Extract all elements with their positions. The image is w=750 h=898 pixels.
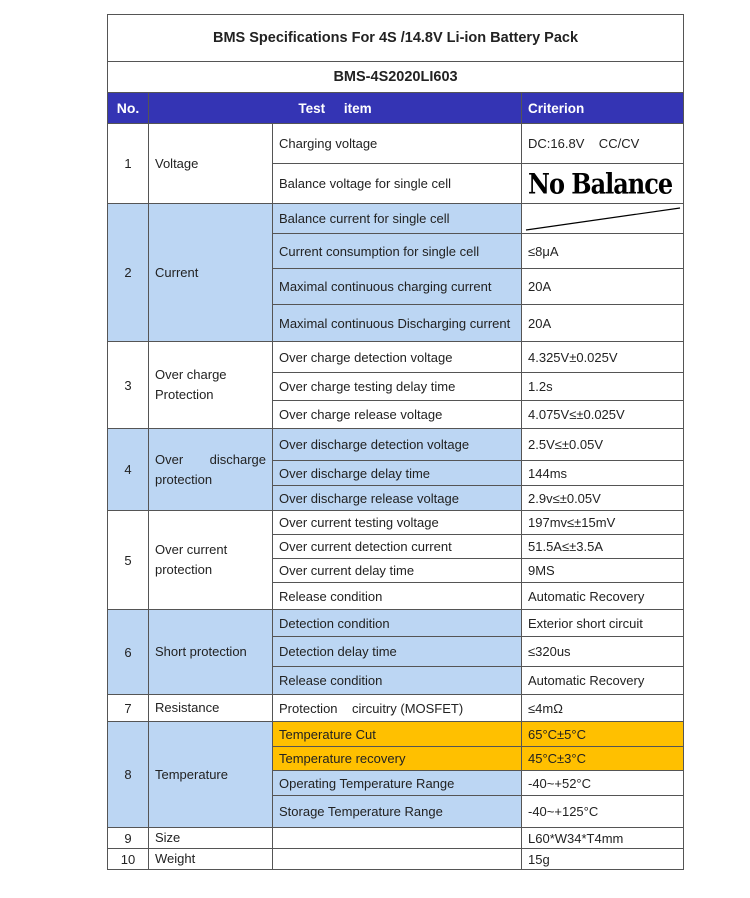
group-category	[149, 429, 273, 511]
group-category: Current	[149, 204, 273, 342]
column-header-criterion: Criterion	[522, 93, 684, 124]
group-number: 1	[108, 124, 149, 204]
model-number: BMS-4S2020LI603	[108, 62, 684, 93]
criterion-value: DC:16.8V CC/CV	[522, 124, 684, 164]
test-item: Balance voltage for single cell	[273, 164, 522, 204]
criterion-value: 2.9v≤±0.05V	[522, 486, 684, 511]
test-item	[273, 849, 522, 870]
test-item: Balance current for single cell	[273, 204, 522, 234]
document-title: BMS Specifications For 4S /14.8V Li-ion Battery Pack	[108, 15, 684, 62]
criterion-value: 20A	[522, 305, 684, 342]
table-header	[108, 93, 684, 124]
category-label: Over discharge protection	[155, 451, 266, 487]
table-row	[108, 511, 684, 535]
group-number: 9	[108, 828, 149, 849]
group-category: Resistance	[149, 695, 273, 722]
criterion-value: 45°C±3°C	[522, 747, 684, 771]
group-number: 2	[108, 204, 149, 342]
test-item: Protection circuitry (MOSFET)	[273, 695, 522, 722]
test-item: Over current delay time	[273, 559, 522, 583]
test-item: Detection condition	[273, 610, 522, 637]
criterion-value: 9MS	[522, 559, 684, 583]
table-row	[108, 695, 684, 722]
criterion-value: -40~+52°C	[522, 771, 684, 796]
group-category: Short protection	[149, 610, 273, 695]
table-row	[108, 342, 684, 373]
group-category: Over current protection	[149, 511, 273, 610]
test-item: Over current detection current	[273, 535, 522, 559]
test-item: Release condition	[273, 667, 522, 695]
criterion-value: 4.075V≤±0.025V	[522, 401, 684, 429]
table-row	[108, 722, 684, 747]
criterion-value: 4.325V±0.025V	[522, 342, 684, 373]
test-item: Charging voltage	[273, 124, 522, 164]
criterion-value: Automatic Recovery	[522, 583, 684, 610]
group-number: 5	[108, 511, 149, 610]
test-item: Storage Temperature Range	[273, 796, 522, 828]
group-category: Size	[149, 828, 273, 849]
criterion-value: -40~+125°C	[522, 796, 684, 828]
table-row	[108, 610, 684, 637]
criterion-value: 65°C±5°C	[522, 722, 684, 747]
test-item: Maximal continuous Discharging current	[273, 305, 522, 342]
group-category: Temperature	[149, 722, 273, 828]
criterion-value: 144ms	[522, 461, 684, 486]
test-item: Over discharge release voltage	[273, 486, 522, 511]
criterion-value	[522, 204, 684, 234]
criterion-value: ≤8μA	[522, 234, 684, 269]
group-number: 3	[108, 342, 149, 429]
criterion-value: 15g	[522, 849, 684, 870]
test-item: Over discharge detection voltage	[273, 429, 522, 461]
spec-table	[107, 14, 684, 870]
table-row	[108, 429, 684, 461]
test-item: Release condition	[273, 583, 522, 610]
criterion-value: 2.5V≤±0.05V	[522, 429, 684, 461]
diagonal-line-icon	[522, 204, 684, 234]
group-number: 8	[108, 722, 149, 828]
criterion-value: 51.5A≤±3.5A	[522, 535, 684, 559]
criterion-value	[522, 164, 684, 204]
criterion-value: Automatic Recovery	[522, 667, 684, 695]
group-number: 10	[108, 849, 149, 870]
column-header-no: No.	[108, 93, 149, 124]
group-number: 7	[108, 695, 149, 722]
group-number: 4	[108, 429, 149, 511]
test-item: Temperature Cut	[273, 722, 522, 747]
test-item: Operating Temperature Range	[273, 771, 522, 796]
table-row	[108, 124, 684, 164]
test-item: Over charge testing delay time	[273, 373, 522, 401]
group-category: Over charge Protection	[149, 342, 273, 429]
test-item	[273, 828, 522, 849]
group-number: 6	[108, 610, 149, 695]
criterion-value: 20A	[522, 269, 684, 305]
criterion-value: 197mv≤±15mV	[522, 511, 684, 535]
test-item: Current consumption for single cell	[273, 234, 522, 269]
test-item: Temperature recovery	[273, 747, 522, 771]
criterion-value: ≤4mΩ	[522, 695, 684, 722]
criterion-value: 1.2s	[522, 373, 684, 401]
test-item: Over discharge delay time	[273, 461, 522, 486]
table-row	[108, 204, 684, 234]
test-item: Over current testing voltage	[273, 511, 522, 535]
test-item: Maximal continuous charging current	[273, 269, 522, 305]
table-row	[108, 828, 684, 849]
criterion-value: ≤320us	[522, 637, 684, 667]
test-item: Detection delay time	[273, 637, 522, 667]
spec-sheet	[107, 14, 683, 870]
test-item: Over charge release voltage	[273, 401, 522, 429]
group-category: Voltage	[149, 124, 273, 204]
column-header-test-item: Test item	[149, 93, 522, 124]
group-category: Weight	[149, 849, 273, 870]
test-item: Over charge detection voltage	[273, 342, 522, 373]
criterion-value: Exterior short circuit	[522, 610, 684, 637]
table-row	[108, 849, 684, 870]
no-balance-stamp: No Balance	[528, 166, 673, 201]
criterion-value: L60*W34*T4mm	[522, 828, 684, 849]
